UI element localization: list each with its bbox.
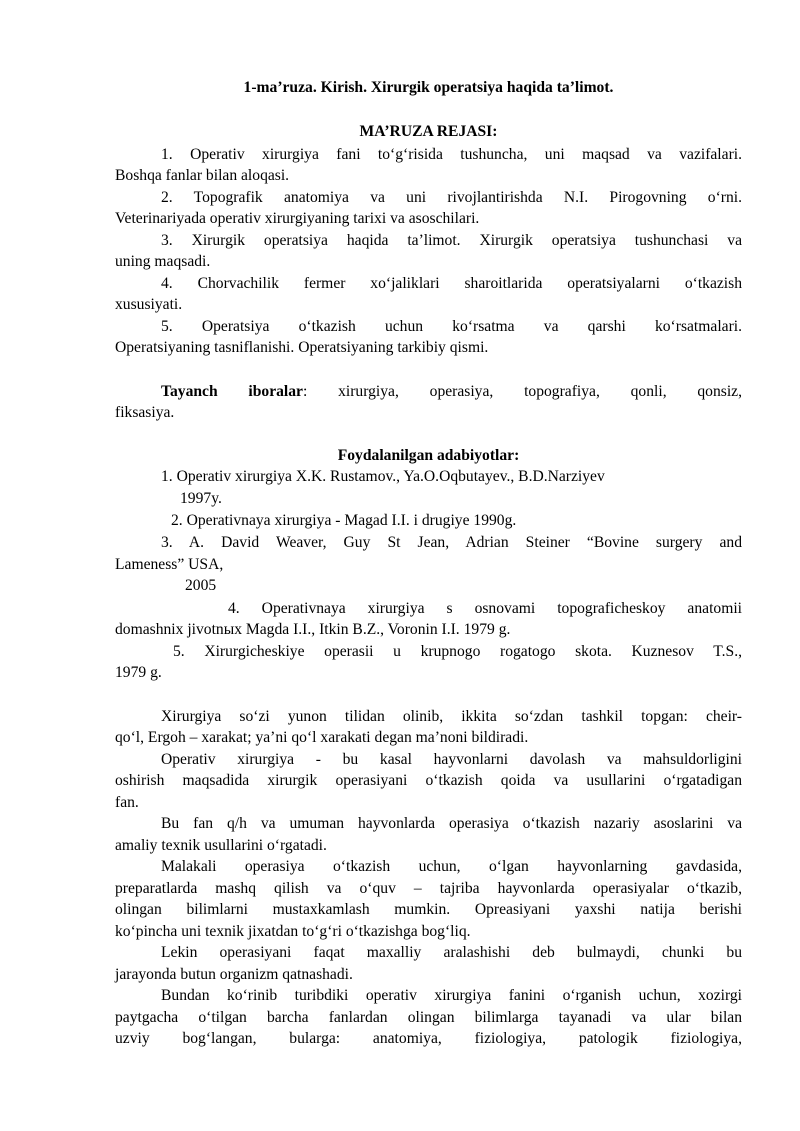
plan-line: Operatsiyaning tasniflanishi. Operatsiyaning tarkibiy qismi. [115,339,489,356]
body-line: fan. [115,794,139,811]
plan-line: 2. Topografik anatomiya va uni rivojlantirishda N.I. Pirogovning o‘rni. [161,189,742,206]
body-line: paytgacha o‘tilgan barcha fanlardan olingan bilimlarga tayanadi va ular bilan [115,1009,742,1026]
body-line: Bundan ko‘rinib turibdiki operativ xirurgiya fanini o‘rganish uchun, xozirgi [161,987,742,1004]
plan-line: 5. Operatsiya o‘tkazish uchun ko‘rsatma va qarshi ko‘rsatmalari. [161,318,742,335]
literature-item: 2. Operativnaya xirurgiya - Magad I.I. i drugiye 1990g. [171,512,517,529]
plan-heading: MA’RUZA REJASI: [359,123,498,140]
body-line: preparatlarda mashq qilish va o‘quv – tajriba hayvonlarda operasiyalar o‘tkazib, [115,880,742,897]
body-line: Bu fan q/h va umuman hayvonlarda operasiya o‘tkazish nazariy asoslarini va [161,815,742,832]
literature-item: 2005 [185,577,217,594]
plan-line: 1. Operativ xirurgiya fani to‘g‘risida tushuncha, uni maqsad va vazifalari. [161,146,742,163]
body-line: ko‘pincha uni texnik jixatdan to‘g‘ri o‘tkazishga bog‘liq. [115,923,471,940]
literature-item: Lameness” USA, [115,556,224,573]
body-line: oshirish maqsadida xirurgik operasiyani o‘tkazish qoida va usullarini o‘rgatadigan [115,772,742,789]
body-line: Xirurgiya so‘zi yunon tilidan olinib, ikkita so‘zdan tashkil topgan: cheir- [161,708,742,725]
keywords-line: fiksasiya. [115,404,175,421]
plan-line: Boshqa fanlar bilan aloqasi. [115,167,290,184]
plan-line: Veterinariyada operativ xirurgiyaning tarixi va asoschilari. [115,210,480,227]
body-line: qo‘l, Ergoh – xarakat; ya’ni qo‘l xarakati degan ma’noni bildiradi. [115,729,529,746]
body-line: Operativ xirurgiya - bu kasal hayvonlarni davolash va mahsuldorligini [161,751,742,768]
lecture-title: 1-ma’ruza. Kirish. Xirurgik operatsiya haqida ta’limot. [243,79,614,96]
plan-line: xususiyati. [115,296,183,313]
literature-item: domashnix jivotnых Magda I.I., Itkin B.Z., Voronin I.I. 1979 g. [115,621,511,638]
body-line: Malakali operasiya o‘tkazish uchun, o‘lgan hayvonlarning gavdasida, [161,858,742,875]
literature-item: 3. A. David Weaver, Guy St Jean, Adrian Steiner “Bovine surgery and [161,534,742,551]
literature-heading: Foydalanilgan adabiyotlar: [337,447,520,464]
body-line: Lekin operasiyani faqat maxalliy aralashishi deb bulmaydi, chunki bu [161,944,742,961]
keywords-label: Tayanch iboralar [161,383,303,400]
plan-line: 3. Xirurgik operatsiya haqida ta’limot. Xirurgik operatsiya tushunchasi va [161,232,742,249]
body-line: amaliy texnik usullarini o‘rgatadi. [115,837,327,854]
body-line: uzviy bog‘langan, bularga: anatomiya, fiziologiya, patologik fiziologiya, [115,1030,742,1047]
body-line: jarayonda butun organizm qatnashadi. [115,966,353,983]
body-line: olingan bilimlarni mustaxkamlash mumkin. Opreasiyani yaxshi natija berishi [115,901,742,918]
plan-line: uning maqsadi. [115,253,211,270]
literature-item: 1997y. [180,490,222,507]
literature-item: 1979 g. [115,664,162,681]
literature-item: 4. Operativnaya xirurgiya s osnovami topograficheskoy anatomii [228,600,742,617]
literature-item: 1. Operativ xirurgiya X.K. Rustamov., Ya.O.Oqbutayev., B.D.Narziyev [161,468,605,485]
keywords-list: : xirurgiya, operasiya, topografiya, qonli, qonsiz, [302,383,742,400]
keywords-line [161,381,742,403]
plan-line: 4. Chorvachilik fermer xo‘jaliklari sharoitlarida operatsiyalarni o‘tkazish [161,275,742,292]
literature-item: 5. Xirurgicheskiye operasii u krupnogo rogatogo skota. Kuznesov T.S., [173,643,742,660]
